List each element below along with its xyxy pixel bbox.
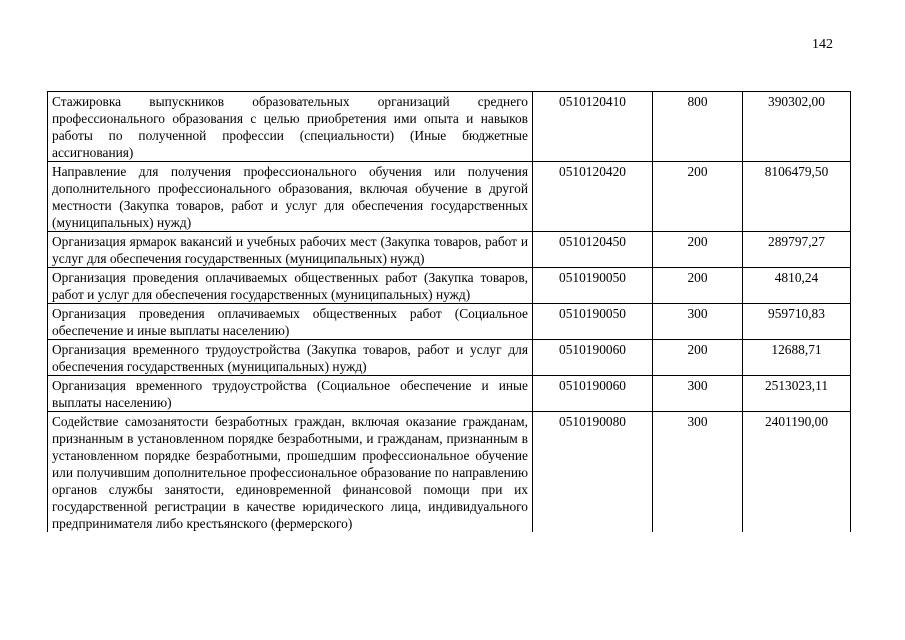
row-expense-type-cell: 200 (653, 232, 743, 268)
row-amount-cell: 959710,83 (743, 304, 851, 340)
row-amount-cell: 289797,27 (743, 232, 851, 268)
row-amount-cell: 8106479,50 (743, 162, 851, 232)
row-code-cell: 0510190050 (533, 268, 653, 304)
row-name-cell: Организация временного трудоустройства (Социальное обеспечение и иные выплаты населению) (48, 376, 533, 412)
row-code-cell: 0510190080 (533, 412, 653, 533)
row-expense-type-cell: 300 (653, 412, 743, 533)
row-amount-cell: 4810,24 (743, 268, 851, 304)
row-code-cell: 0510120450 (533, 232, 653, 268)
row-amount-cell: 2513023,11 (743, 376, 851, 412)
row-code-cell: 0510120420 (533, 162, 653, 232)
row-name-cell: Стажировка выпускников образовательных организаций среднего профессионального образования с целью приобретения ими опыта и навыков работы по полученной профессии (специальности) (Иные бюджетные ассигнования) (48, 92, 533, 162)
table-row (48, 162, 851, 232)
row-name-cell: Направление для получения профессионального обучения или получения дополнительного профессионального образования, включая обучение в другой местности (Закупка товаров, работ и услуг для обеспечения государственных (муниципальных) нужд) (48, 162, 533, 232)
row-expense-type-cell: 800 (653, 92, 743, 162)
row-code-cell: 0510190050 (533, 304, 653, 340)
row-expense-type-cell: 300 (653, 376, 743, 412)
table-row (48, 412, 851, 533)
table-row (48, 92, 851, 162)
row-expense-type-cell: 200 (653, 340, 743, 376)
table-row (48, 232, 851, 268)
budget-table (47, 91, 851, 532)
row-amount-cell: 12688,71 (743, 340, 851, 376)
row-name-cell: Содействие самозанятости безработных граждан, включая оказание гражданам, признанным в установленном порядке безработными, и гражданам, признанным в установленном порядке безработными, прошедшим профессиональное обучение или получившим дополнительное профессиональное образование по направлению органов службы занятости, единовременной финансовой помощи при их государственной регистрации в качестве юридического лица, индивидуального предпринимателя либо крестьянского (фермерского) (48, 412, 533, 533)
table-row (48, 376, 851, 412)
row-expense-type-cell: 200 (653, 162, 743, 232)
row-amount-cell: 390302,00 (743, 92, 851, 162)
row-code-cell: 0510190060 (533, 340, 653, 376)
table-row (48, 268, 851, 304)
row-name-cell: Организация проведения оплачиваемых общественных работ (Социальное обеспечение и иные выплаты населению) (48, 304, 533, 340)
row-expense-type-cell: 200 (653, 268, 743, 304)
row-expense-type-cell: 300 (653, 304, 743, 340)
row-code-cell: 0510190060 (533, 376, 653, 412)
table-row (48, 340, 851, 376)
row-code-cell: 0510120410 (533, 92, 653, 162)
row-name-cell: Организация ярмарок вакансий и учебных рабочих мест (Закупка товаров, работ и услуг для обеспечения государственных (муниципальных) нужд) (48, 232, 533, 268)
row-amount-cell: 2401190,00 (743, 412, 851, 533)
table-row (48, 304, 851, 340)
page-number: 142 (812, 37, 833, 52)
row-name-cell: Организация временного трудоустройства (Закупка товаров, работ и услуг для обеспечения государственных (муниципальных) нужд) (48, 340, 533, 376)
row-name-cell: Организация проведения оплачиваемых общественных работ (Закупка товаров, работ и услуг для обеспечения государственных (муниципальных) нужд) (48, 268, 533, 304)
